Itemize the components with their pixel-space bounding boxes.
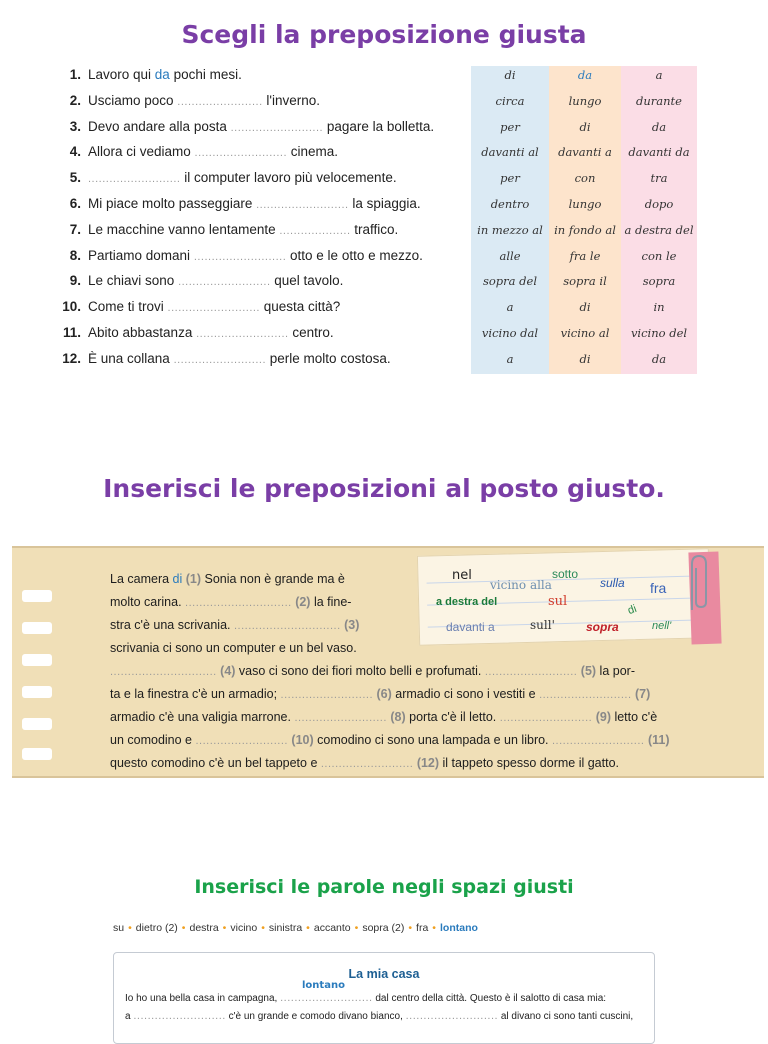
note-word: nell' xyxy=(652,620,672,632)
binder-hole xyxy=(22,718,52,730)
sentence-number: 4. xyxy=(69,144,81,160)
text-line: Io ho una bella casa in campagna, .......................... dal centro della città. Questo è il salotto di casa mia: xyxy=(125,992,607,1004)
note-word: fra xyxy=(650,580,667,596)
sentence-number: 6. xyxy=(69,196,81,211)
text-line: un comodino e .......................... (10) comodino ci sono una lampada e un libro. .......................... (11) xyxy=(110,733,670,747)
option-item: lungo xyxy=(568,93,602,108)
sentence-text: il computer lavoro più velocemente. xyxy=(180,170,397,186)
option-item: a destra del xyxy=(624,222,694,237)
option-item: davanti a xyxy=(558,145,612,160)
sentence-row xyxy=(55,114,434,140)
option-item: da xyxy=(651,351,667,366)
option-item: in fondo al xyxy=(554,222,616,237)
sentence-row xyxy=(55,320,334,346)
separator-dot: • xyxy=(408,922,413,934)
sentence-number: 7. xyxy=(69,221,81,237)
note-word: a destra del xyxy=(436,596,498,608)
sentence-text: perle molto costosa. xyxy=(266,350,391,366)
options-column-2 xyxy=(549,66,621,374)
sentence-text: pochi mesi. xyxy=(169,67,242,82)
answer-blank: .......................... xyxy=(196,328,289,340)
option-item: davanti da xyxy=(628,145,690,160)
sentence-text: centro. xyxy=(288,325,334,340)
option-item: con xyxy=(574,171,596,186)
word-bank-item: destra xyxy=(189,922,219,934)
word-bank-item: fra xyxy=(416,922,429,934)
word-bank-item: lontano xyxy=(439,922,478,934)
separator-dot: • xyxy=(432,922,436,934)
answer-blank: .................... xyxy=(279,224,351,237)
option-item: per xyxy=(500,119,520,134)
text-line: La camera di (1) Sonia non è grande ma è xyxy=(110,572,345,586)
sentence-text: questa città? xyxy=(260,299,341,315)
sentence-text: Usciamo poco xyxy=(88,92,178,108)
text-line: a .......................... c'è un grande e comodo divano bianco, .......................... al divano ci sono tanti cuscini, xyxy=(125,1010,634,1022)
exercise2-title: Inserisci le preposizioni al posto giusto. xyxy=(103,474,665,503)
note-word: sull' xyxy=(530,618,555,632)
sentence-text: Mi piace molto passeggiare xyxy=(88,196,257,211)
option-item: dopo xyxy=(644,197,674,211)
options-column-1 xyxy=(471,66,549,374)
note-word: sul xyxy=(548,594,568,609)
text-line: ta e la finestra c'è un armadio; .......................... (6) armadio ci sono i vestiti e .......................... (7) xyxy=(110,687,651,701)
option-item: di xyxy=(579,119,591,134)
separator-dot: • xyxy=(354,922,359,934)
sentence-row xyxy=(55,88,320,114)
separator-dot: • xyxy=(128,922,132,934)
binder-hole xyxy=(22,590,52,602)
sentence-number: 1. xyxy=(69,67,81,82)
sentence-text: Partiamo domani xyxy=(88,247,194,263)
sentence-text: Allora ci vediamo xyxy=(88,144,195,160)
option-item: da xyxy=(651,119,667,134)
answer-blank: .......................... xyxy=(230,121,324,134)
sentence-text: cinema. xyxy=(287,144,339,160)
note-word: sopra xyxy=(586,620,619,634)
sentence-row xyxy=(55,268,343,294)
sentence-text: Abito abbastanza xyxy=(88,325,197,340)
word-bank-item: sopra (2) xyxy=(362,922,405,934)
option-item: vicino dal xyxy=(481,326,539,340)
text-line: stra c'è una scrivania. .............................. (3) xyxy=(110,618,360,632)
sentence-row xyxy=(55,165,397,191)
option-item: circa xyxy=(495,93,525,108)
sentence-text: quel tavolo. xyxy=(270,273,344,289)
sentence-text: pagare la bolletta. xyxy=(323,118,435,134)
word-bank-item: accanto xyxy=(313,922,351,934)
text-line: armadio c'è una valigia marrone. .......................... (8) porta c'è il letto. .......................... (9) letto c'è xyxy=(110,710,658,724)
sentence-row xyxy=(55,139,338,165)
sentence-number: 2. xyxy=(69,92,81,108)
option-item: dentro xyxy=(490,197,530,211)
sentence-row xyxy=(55,62,242,88)
box-title: La mia casa xyxy=(348,967,420,981)
option-item: davanti al xyxy=(481,145,539,160)
answer-blank: .......................... xyxy=(173,353,267,366)
option-item: da xyxy=(577,68,593,82)
option-item: di xyxy=(579,300,591,315)
sentence-text: Le chiavi sono xyxy=(88,273,179,289)
text-line: molto carina. .............................. (2) la fine- xyxy=(110,595,352,609)
answer-blank: .......................... xyxy=(194,147,288,160)
answer-blank: .......................... xyxy=(193,250,287,263)
option-item: lungo xyxy=(568,197,602,211)
option-item: per xyxy=(500,171,520,186)
word-bank-item: su xyxy=(113,922,125,934)
option-item: fra le xyxy=(569,248,601,263)
binder-hole xyxy=(22,654,52,666)
sentence-row xyxy=(55,243,423,269)
sentence-text: È una collana xyxy=(88,350,174,366)
note-word: sulla xyxy=(600,576,625,590)
sentence-text: otto e le otto e mezzo. xyxy=(286,247,423,263)
sentence-text: Lavoro qui xyxy=(88,67,155,82)
separator-dot: • xyxy=(181,922,186,934)
sentence-text: la spiaggia. xyxy=(348,196,421,211)
sentence-text: l'inverno. xyxy=(262,92,321,108)
sentence-text: traffico. xyxy=(350,221,399,237)
option-item: durante xyxy=(636,93,682,108)
option-item: vicino al xyxy=(560,326,610,340)
note-word: di xyxy=(626,602,639,618)
text-line: questo comodino c'è un bel tappeto e .......................... (12) il tappeto spesso dorme il gatto. xyxy=(110,756,620,770)
option-item: con le xyxy=(641,248,677,263)
sentence-text: Le macchine vanno lentamente xyxy=(88,221,280,237)
exercise3-title: Inserisci le parole negli spazi giusti xyxy=(194,876,574,898)
sentence-number: 11. xyxy=(62,325,81,340)
text-line: scrivania ci sono un computer e un bel vaso. xyxy=(110,641,357,655)
binder-hole xyxy=(22,686,52,698)
sentence-text: Come ti trovi xyxy=(88,299,168,315)
note-word: vicino alla xyxy=(490,578,552,592)
option-item: di xyxy=(579,351,591,366)
binder-hole xyxy=(22,748,52,760)
sentence-number: 12. xyxy=(62,350,81,366)
option-item: in xyxy=(653,300,665,315)
text-line: .............................. (4) vaso ci sono dei fiori molto belli e profumati. .......................... (5) la por- xyxy=(110,664,635,678)
answer-blank: .......................... xyxy=(256,199,349,211)
option-item: a xyxy=(655,68,663,82)
note-word: davanti a xyxy=(446,620,495,634)
sentence-text: Devo andare alla posta xyxy=(88,118,231,134)
answer-blank: .......................... xyxy=(167,302,260,315)
option-item: vicino del xyxy=(630,326,688,340)
option-item: alle xyxy=(499,248,521,263)
option-item: sopra il xyxy=(563,274,607,289)
binder-hole xyxy=(22,622,52,634)
sentence-row xyxy=(55,217,398,243)
word-bank xyxy=(113,922,478,934)
sentence-number: 8. xyxy=(69,247,81,263)
option-item: in mezzo al xyxy=(477,222,543,237)
separator-dot: • xyxy=(261,922,265,934)
sentence-row xyxy=(55,346,391,372)
word-bank-item: vicino xyxy=(230,922,258,934)
word-bank-item: dietro (2) xyxy=(135,922,178,934)
option-item: tra xyxy=(650,171,668,186)
sentence-row xyxy=(55,191,421,217)
option-item: a xyxy=(506,351,514,366)
answer-blank: .......................... xyxy=(178,276,271,289)
separator-dot: • xyxy=(306,922,310,934)
sentence-number: 10. xyxy=(62,299,81,315)
sentence-number: 9. xyxy=(69,273,81,289)
answer-blank: .......................... xyxy=(88,173,181,186)
answer-blank: da xyxy=(154,67,170,82)
answer-blank: ........................ xyxy=(177,95,263,108)
note-word: nel xyxy=(452,568,472,583)
word-bank-item: sinistra xyxy=(268,922,303,934)
options-column-3 xyxy=(621,66,697,374)
exercise1-title: Scegli la preposizione giusta xyxy=(181,20,587,49)
separator-dot: • xyxy=(222,922,227,934)
option-item: sopra xyxy=(642,274,676,289)
handwritten-answer: lontano xyxy=(302,980,345,991)
sentence-number: 5. xyxy=(69,170,81,186)
sentence-row xyxy=(55,294,340,320)
paperclip-icon xyxy=(684,552,714,614)
sentence-number: 3. xyxy=(69,118,81,134)
option-item: di xyxy=(504,68,516,82)
note-word: sotto xyxy=(552,567,579,581)
option-item: a xyxy=(506,300,514,315)
option-item: sopra del xyxy=(482,274,538,289)
